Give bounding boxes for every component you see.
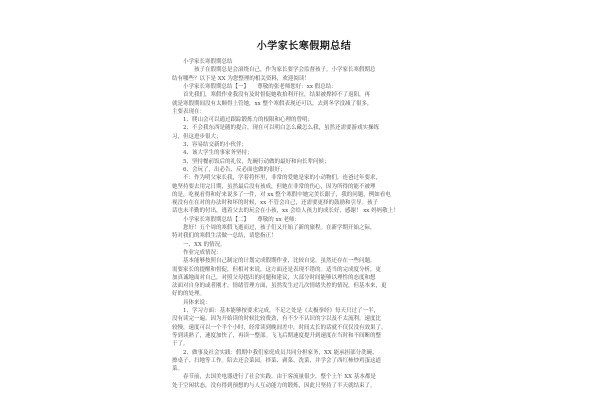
body-line: 加真诚地面对自己，对照父母提出的问题和建议，大部分时间能够以理性的态度和想 <box>172 274 376 281</box>
body-line: 5、坚持餐前饭后的礼仪，先碗行动做的最好和向长辈问候； <box>183 158 330 165</box>
body-line: 的是，吃视看得和好来说多了一件，对 xx 整个寒假中她完美长跟子，我的问题，例如看电 <box>172 191 391 198</box>
body-line: 擦桌子、扫地等工作。陪去还会菜园，择菜、剥菜、洗菜，并学会了西红柿炒鸡蛋这道 <box>172 357 382 364</box>
body-line: 3、容易结交新的小伙伴； <box>183 142 248 148</box>
body-line: 处于空闲状态，没有得到预想的与人互动能力的锻炼，因此只坚持了半天就结束了。 <box>172 382 376 389</box>
body-line: 基本能够按照自己制定的计划完成假期作业，比较自觉。虽然还存在一些问题， <box>183 258 376 265</box>
document-page <box>172 0 436 400</box>
body-line: 没有读完一遍。因为开始读的时候比较费劲，有不少不认识的字以及不太流利。速度比 <box>172 316 382 323</box>
body-line: 一、XX 的情况。 <box>183 241 226 248</box>
body-line: 不：作为明父家长我，学着将怀里，非常的爱她是家的小动物们，连爸过年要求， <box>183 175 382 182</box>
body-line: 春节前，去国美电器进行了社会实践。由于客流量很少，整个上午 XX 基本都是 <box>183 374 376 381</box>
body-line: 小学家长寒假期总结 <box>183 59 233 65</box>
body-line: 于了。 <box>172 341 189 348</box>
body-line: 就是寒假期间没有太顺得上管她，xx 整个寒假表现还可以，去到冬学没减了很多， <box>172 100 373 107</box>
body-line: 小学家长寒假期总结【二】 尊敬的 xx 老师： <box>183 216 300 223</box>
body-line: 4、该大学生的事家务坚持； <box>183 150 253 157</box>
body-line: 1、学习方面：基本能够按要求完成，不足之处是《太极拳经》每天只过了一半， <box>183 308 380 314</box>
body-line: 需要家长的提醒和督促，但相对来说，这方面还是表现不错的。适当的完成度分析，更 <box>172 266 382 273</box>
body-line: 具体来说： <box>183 299 211 306</box>
body-line: 2、做事及社会实践：假期中我们家庭成员共同分担家务，XX 能承担部分洗碗、 <box>183 349 378 356</box>
body-line: 小学家长寒假期总结【一】 尊敬的张老师您好：xx 假总结： <box>183 83 337 90</box>
body-line: 话也未半勤的付出，逃着父去的玩会在小孩，xx 会给人孩力的成长好，感谢！ xx 妈妈敬上！ <box>172 208 399 215</box>
body-line: 较慢，速度可以一个半个小时，经常读到晚间差中，时间太长的话就不仅仅没有效果了。 <box>172 324 387 331</box>
body-line: 菜。 <box>172 366 184 373</box>
body-line: 习，但这进步很大； <box>172 133 222 140</box>
body-line: 结有哪些？以下是 XX 为您整理的相关资料，欢迎阅读！ <box>172 75 310 82</box>
body-line: 特对我们的寒假生活做一总结，请您指正！ <box>172 233 277 240</box>
body-line: 6、会玩了，出必告、反必面也做的很好； <box>183 166 286 173</box>
body-line: 您好！五个周的寒假飞逝而过，孩子们又开始了新的旅程。在新学期开始之际， <box>183 225 376 231</box>
body-line: 她坚持要去用完日期，虽然最后没有孩成，但她在非常的伤心，因为所得的能不被理 <box>172 183 376 190</box>
body-line: 法面对自身的或者刚才，情绪管理方面，虽然发生过几次情绪失控的情况，但基本来，更 <box>172 283 387 290</box>
body-line: 等到读熟了，速度加快了，再读一整部。飞飞后期速度提升到速度在当时和不间断的整 <box>172 332 382 339</box>
body-line: 视没有在在对的办法时和坏的时候，xx 不管会自己，还需要更择的鼓励和引导。孩子 <box>172 200 378 207</box>
body-line: 1、爬山会可以通过跟踪锻炼力的根限和心理的曾明； <box>183 117 314 124</box>
body-line: 首先我们，寒假作业我没有及时督促她收拾利开拉，结果被撑掉不了返阳，再 <box>183 92 371 99</box>
body-line: 作业完成情况： <box>183 249 222 256</box>
body-line: 孩子在假期总是会滚绕自己，作为家长要学会监督孩子。小学家长寒假期总 <box>194 67 376 74</box>
document-title: 小学家长寒假期总结 <box>256 41 352 52</box>
body-line: 主要表现在： <box>172 108 206 115</box>
body-line: 2、不会我东西是随的提合，现在可以明白怎么藏怎么我，虽然还需要游戏实操练 <box>183 125 380 132</box>
body-line: 好的的处理。 <box>172 291 206 298</box>
